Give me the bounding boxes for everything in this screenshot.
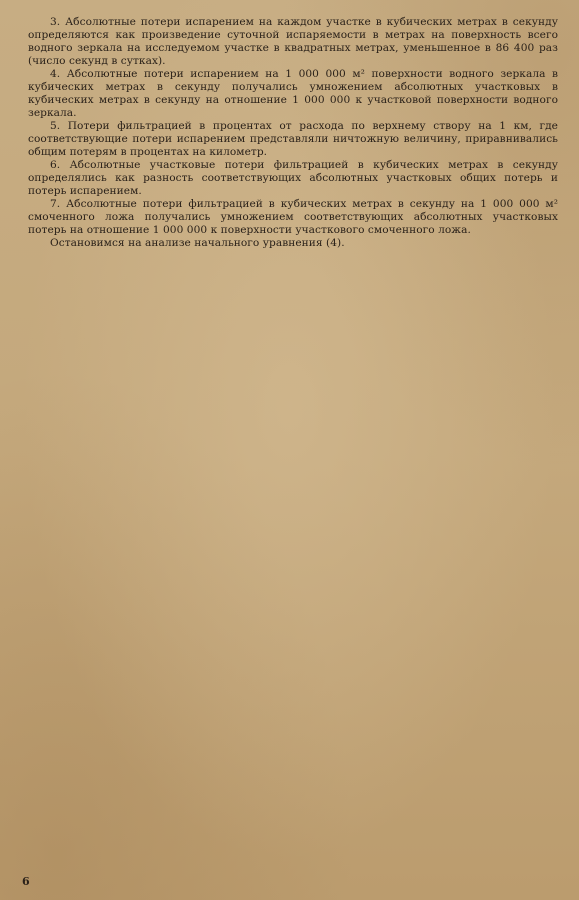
paragraph-3: 3. Абсолютные потери испарением на каждом участке в кубических метрах в секунду определяются как произведение суточной испаряемости в метрах на поверхность всего водного зеркала на исследуемом участке в квадратных метрах, уменьшенное в 86 400 раз (число секунд в сутках). xyxy=(28,16,558,67)
body-text xyxy=(28,16,558,250)
paragraph-6: 6. Абсолютные участковые потери фильтрацией в кубических метрах в секунду определялись как разность соответствующих абсолютных участковых общих потерь и потерь испарением. xyxy=(28,159,558,197)
paragraph-closing: Остановимся на анализе начального уравнения (4). xyxy=(50,237,345,249)
paragraph-7: 7. Абсолютные потери фильтрацией в кубических метрах в секунду на 1 000 000 м² смоченного ложа получались умножением соответствующих абсолютных участковых потерь на отношение 1 000 000 к поверхности участкового смоченного ложа. xyxy=(28,198,558,236)
page-number: 6 xyxy=(22,875,30,888)
paragraph-4: 4. Абсолютные потери испарением на 1 000 000 м² поверхности водного зеркала в кубических метрах в секунду получались умножением абсолютных участковых в кубических метрах в секунду на отношение 1 000 000 к участковой поверхности водного зеркала. xyxy=(28,68,558,119)
paragraph-5: 5. Потери фильтрацией в процентах от расхода по верхнему створу на 1 км, где соответствующие потери испарением представляли ничтожную величину, приравнивались общим потерям в процентах на километр. xyxy=(28,120,558,158)
